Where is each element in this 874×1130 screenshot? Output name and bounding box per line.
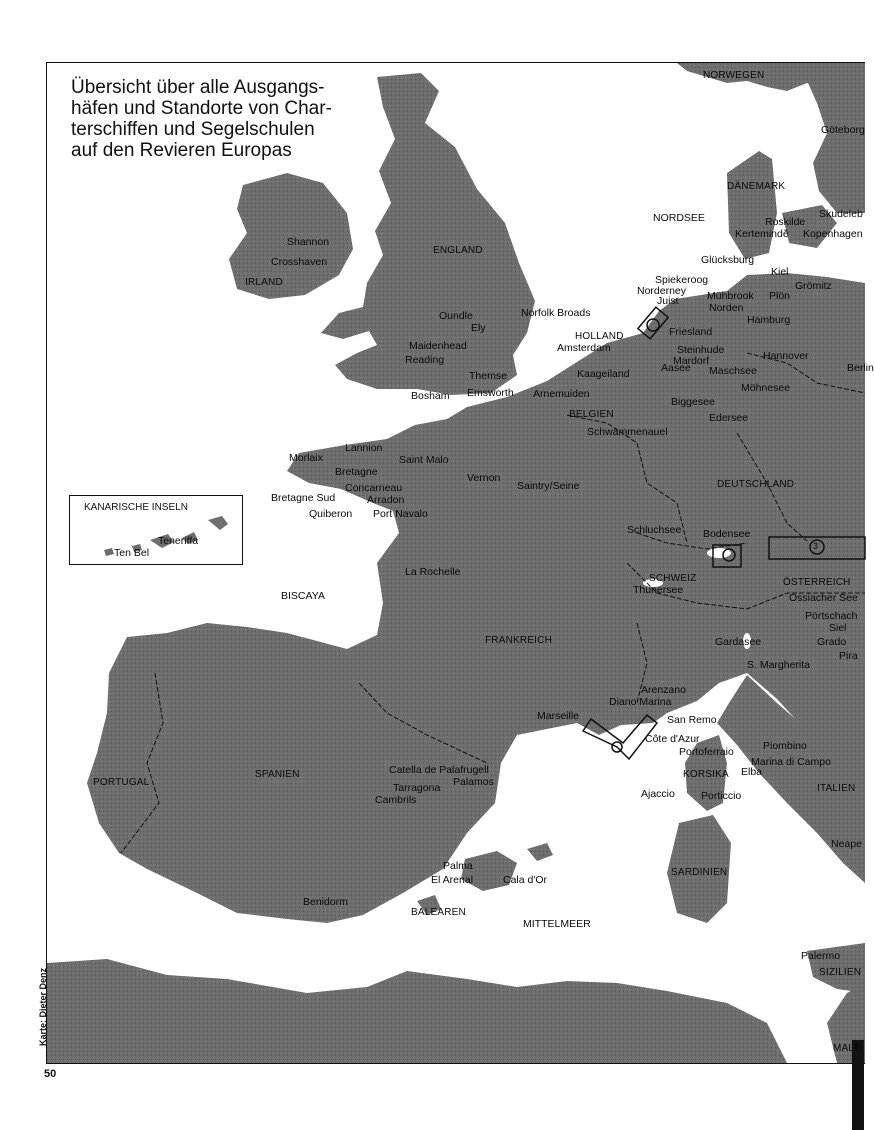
place-arenzano: Arenzano <box>641 684 686 696</box>
place-gardasee: Gardasee <box>715 636 762 648</box>
place-benidorm: Benidorm <box>303 896 348 908</box>
region-norwegen: NORWEGEN <box>703 70 765 81</box>
place-roskilde: Roskilde <box>765 216 806 228</box>
region-portugal: PORTUGAL <box>93 777 150 788</box>
region-oesterreich: ÖSTERREICH <box>783 577 851 588</box>
place-ten-bel: Ten Bel <box>114 547 150 559</box>
place-san-remo: San Remo <box>667 714 717 726</box>
place-palermo: Palermo <box>801 950 841 962</box>
place-vernon: Vernon <box>467 472 501 484</box>
place-catella-de-palafrugell: Catella de Palafrugell <box>389 764 489 776</box>
place-themse: Themse <box>469 370 507 382</box>
place-ploen: Plön <box>769 290 791 302</box>
place-marina-di-campo: Marina di Campo <box>751 756 831 768</box>
region-malta: MALT <box>833 1043 860 1054</box>
title-line: häfen und Standorte von Char- <box>71 98 332 119</box>
place-bosham: Bosham <box>411 390 450 402</box>
canary-islands-shapes <box>70 496 242 564</box>
place-port-navalo: Port Navalo <box>373 508 428 520</box>
region-schweiz: SCHWEIZ <box>649 573 697 584</box>
place-porticcio: Porticcio <box>701 790 742 802</box>
map-frame <box>46 62 874 1064</box>
place-schwammenauel: Schwammenauel <box>587 426 668 438</box>
land-north-africa <box>47 959 787 1063</box>
land-menorca <box>527 843 553 861</box>
place-oundle: Oundle <box>439 310 473 322</box>
region-sizilien: SIZILIEN <box>819 967 862 978</box>
place-kaageiland: Kaageiland <box>577 368 630 380</box>
place-teneriffa: Teneriffa <box>158 535 199 547</box>
place-gluecksburg: Glücksburg <box>701 254 755 266</box>
place-bretagne-sud: Bretagne Sud <box>271 492 336 504</box>
place-goeteborg: Göteborg <box>821 124 865 136</box>
place-juist: Juist <box>657 295 679 307</box>
title-line: Übersicht über alle Ausgangs- <box>71 77 325 98</box>
region-daenemark: DÄNEMARK <box>727 181 786 192</box>
place-ajaccio: Ajaccio <box>641 788 675 800</box>
region-korsika: KORSIKA <box>683 769 729 780</box>
region-holland: HOLLAND <box>575 331 624 342</box>
place-palma: Palma <box>443 860 473 872</box>
place-hannover: Hannover <box>763 350 809 362</box>
place-spiekeroog: Spiekeroog <box>655 274 709 286</box>
place-berlin: Berlin <box>847 362 874 374</box>
place-friesland: Friesland <box>669 326 713 338</box>
area-marker-number: 3 <box>813 541 819 551</box>
place-grado: Grado <box>817 636 847 648</box>
region-balearen: BALEAREN <box>411 907 466 918</box>
place-ossiacher-see: Ossiacher See <box>789 592 858 604</box>
place-shannon: Shannon <box>287 236 330 248</box>
canary-inset-title: KANARISCHE INSELN <box>84 502 188 513</box>
place-concarneau: Concarneau <box>345 482 403 494</box>
place-muehbrook: Mühbrook <box>707 290 754 302</box>
place-hamburg: Hamburg <box>747 314 791 326</box>
region-irland: IRLAND <box>245 277 283 288</box>
place-maschsee: Maschsee <box>709 365 757 377</box>
region-spanien: SPANIEN <box>255 769 300 780</box>
place-lannion: Lannion <box>345 442 383 454</box>
place-moehnesee: Möhnesee <box>741 382 791 394</box>
region-belgien: BELGIEN <box>569 409 614 420</box>
place-saintry-seine: Saintry/Seine <box>517 480 580 492</box>
place-thunersee: Thunersee <box>633 584 684 596</box>
place-piombino: Piombino <box>763 740 807 752</box>
region-england: ENGLAND <box>433 245 483 256</box>
place-norfolk-broads: Norfolk Broads <box>521 307 591 319</box>
sea-nordsee: NORDSEE <box>653 212 705 224</box>
region-frankreich: FRANKREICH <box>485 635 553 646</box>
place-edersee: Edersee <box>709 412 749 424</box>
place-pira: Pira <box>839 650 858 662</box>
place-skudeleb: Skudeleb <box>819 208 863 220</box>
place-crosshaven: Crosshaven <box>271 256 328 268</box>
region-deutschland: DEUTSCHLAND <box>717 479 795 490</box>
place-siel: Siel <box>829 622 847 634</box>
canary-islands-inset[interactable] <box>69 495 243 565</box>
title-line: auf den Revieren Europas <box>71 140 292 161</box>
place-tarragona: Tarragona <box>393 782 441 794</box>
place-cala-d-or: Cala d'Or <box>503 874 548 886</box>
place-saint-malo: Saint Malo <box>399 454 449 466</box>
place-reading: Reading <box>405 354 445 366</box>
place-schluchsee: Schluchsee <box>627 524 682 536</box>
place-kerteminde: Kertemindě <box>735 228 789 240</box>
sea-biscaya: BISCAYA <box>281 590 325 602</box>
place-amsterdam: Amsterdam <box>557 342 611 354</box>
place-arradon: Arradon <box>367 494 405 506</box>
place-el-arenal: El Arenal <box>431 874 474 886</box>
land-denmark <box>727 151 777 259</box>
place-biggesee: Biggesee <box>671 396 715 408</box>
region-sardinien: SARDINIEN <box>671 867 728 878</box>
place-aasee: Aasee <box>661 362 691 374</box>
place-marseille: Marseille <box>537 710 580 722</box>
place-ely: Ely <box>471 322 486 334</box>
place-norderney: Norderney <box>637 285 687 297</box>
place-cambrils: Cambrils <box>375 794 417 806</box>
region-italien: ITALIEN <box>817 783 856 794</box>
place-kiel: Kiel <box>771 266 789 278</box>
place-bodensee: Bodensee <box>703 528 751 540</box>
place-steinhude: Steinhude <box>677 344 725 356</box>
place-morlaix: Morlaix <box>289 452 323 464</box>
land-sweden <box>799 63 865 213</box>
place-cote-d-azur: Côte d'Azur <box>645 733 700 745</box>
place-elba: Elba <box>741 766 763 778</box>
place-neape: Neape <box>831 838 862 850</box>
map-title <box>71 77 371 161</box>
place-la-rochelle: La Rochelle <box>405 566 461 578</box>
place-norden: Norden <box>709 302 744 314</box>
place-s-margherita: S. Margherita <box>747 659 811 671</box>
map-credit: Karte: Dieter Denz <box>38 967 48 1046</box>
place-kopenhagen: Kopenhagen <box>803 228 863 240</box>
sea-mittelmeer: MITTELMEER <box>523 918 591 930</box>
place-palamos: Palamos <box>453 776 494 788</box>
place-poertschach: Pörtschach <box>805 610 858 622</box>
place-diano-marina: Diano Marina <box>609 696 672 708</box>
place-groemitz: Grömitz <box>795 280 832 292</box>
place-emsworth: Emsworth <box>467 387 514 399</box>
place-bretagne: Bretagne <box>335 466 378 478</box>
page-number: 50 <box>44 1068 57 1080</box>
place-quiberon: Quiberon <box>309 508 353 520</box>
place-mardorf: Mardorf <box>673 355 710 367</box>
title-line: terschiffen und Segelschulen <box>71 119 315 140</box>
place-arnemuiden: Arnemuiden <box>533 388 590 400</box>
place-portoferraio: Portoferraio <box>679 746 734 758</box>
place-maidenhead: Maidenhead <box>409 340 467 352</box>
